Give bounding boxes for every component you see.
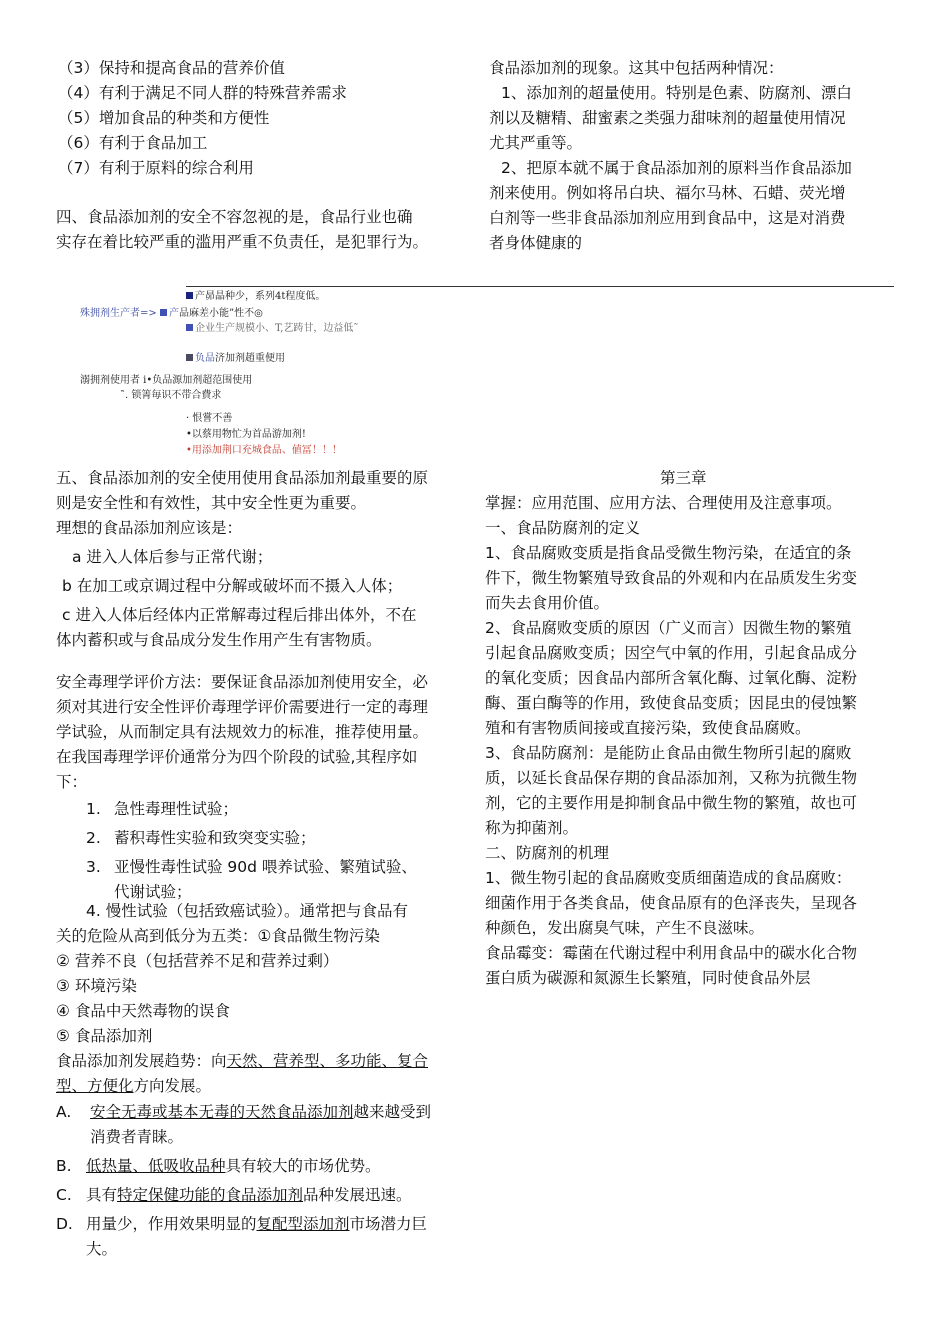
paragraph-line: 殖和有害物质间接或直接污染，致使食品腐败。	[485, 719, 811, 737]
list-item: （7）有利于原料的综合利用	[58, 159, 254, 177]
paragraph-line: 食品添加剂发展趋势：向天然、营养型、多功能、复合	[56, 1052, 429, 1070]
diagram-item: 负品济加剂趙重便用	[186, 352, 285, 365]
paragraph-line: 尤其严重等。	[489, 134, 583, 152]
list-item-continuation: 大。	[86, 1240, 118, 1258]
chapter-title	[660, 466, 707, 491]
diagram-item: •用添加荆口充城食品、値冨！！！	[186, 445, 342, 456]
paragraph-line: 须对其进行安全性评价毒理学评价需要进行一定的毒理	[56, 698, 429, 716]
list-item: 1. 急性毒理性试验；	[86, 800, 239, 818]
diagram-item: · 恨嘗不善	[186, 413, 233, 424]
paragraph-line: 掌握：应用范围、应用方法、合理使用及注意事项。	[485, 494, 842, 512]
square-bullet-icon	[186, 292, 193, 299]
paragraph-line: 种颜色，发出腐臭气味，产生不良滋味。	[485, 919, 765, 937]
chapter-heading: 第三章	[660, 469, 707, 487]
paragraph-line: 食品霉变：霉菌在代谢过程中利用食品中的碳水化合物	[485, 944, 858, 962]
paragraph-line: 而失去食用价值。	[485, 594, 610, 612]
diagram-item: 产品麻差小能”性不◎	[160, 307, 263, 320]
paragraph-line: 1、食品腐败变质是指食品受微生物污染，在适宜的条	[485, 544, 852, 562]
square-bullet-icon	[186, 324, 193, 331]
paragraph-line: 者身体健康的	[489, 234, 583, 252]
section-5-paragraph	[56, 466, 428, 653]
paragraph-line: 件下，微生物繁殖导致食品的外观和内在品质发生劣变	[485, 569, 858, 587]
toxicology-paragraph	[56, 670, 428, 795]
list-item: （4）有利于满足不同人群的特殊营养需求	[58, 84, 347, 102]
square-bullet-icon	[160, 309, 167, 316]
chapter-3-content	[485, 491, 857, 991]
left-top-list	[58, 56, 347, 181]
paragraph-line: 实存在着比较严重的滥用严重不负责任，是犯罪行为。	[56, 233, 429, 251]
list-item: ③ 环境污染	[56, 977, 137, 995]
paragraph-line: 四、食品添加剂的安全不容忽视的是，食品行业也确	[56, 208, 413, 226]
section-heading: 一、食品防腐剂的定义	[485, 519, 641, 537]
paragraph-line: 白剂等一些非食品添加剂应用到食品中，这是对消费	[489, 209, 846, 227]
divider-line	[186, 286, 894, 287]
paragraph-line: c 进入人体后经体内正常解毒过程后排出体外，不在	[62, 606, 417, 624]
list-item: （3）保持和提高食品的营养价值	[58, 59, 285, 77]
list-item: 3. 亚慢性毒性试验 90d 喂养试验、繁殖试验、	[86, 858, 417, 876]
list-item: ⑤ 食品添加剂	[56, 1027, 153, 1045]
paragraph-line: 五、食品添加剂的安全使用使用食品添加剂最重要的原	[56, 469, 429, 487]
paragraph-line: 3、食品防腐剂：是能防止食品由微生物所引起的腐败	[485, 744, 852, 762]
list-item: A. 安全无毒或基本无毒的天然食品添加剂越来越受到	[56, 1103, 432, 1121]
list-item-continuation: 代谢试验；	[114, 883, 192, 901]
trend-list	[56, 1100, 431, 1262]
test-list	[86, 797, 417, 909]
paragraph-line: a 进入人体后参与正常代谢；	[72, 548, 273, 566]
section-heading: 二、防腐剂的机理	[485, 844, 610, 862]
paragraph-line: 关的危险从高到低分为五类：①食品微生物污染	[56, 927, 380, 945]
paragraph-line: 型、方便化方向发展。	[56, 1077, 212, 1095]
paragraph-line: 1、添加剂的超量使用。特别是色素、防腐剂、漂白	[501, 84, 852, 102]
list-item: （5）增加食品的种类和方便性	[58, 109, 270, 127]
paragraph-line: 蛋白质为碳源和氮源生长繁殖，同时使食品外层	[485, 969, 811, 987]
paragraph-line: 在我国毒理学评价通常分为四个阶段的试验,其程序如	[56, 748, 418, 766]
paragraph-line: 理想的食品添加剂应该是：	[56, 519, 243, 537]
list-item: C. 具有特定保健功能的食品添加剂品种发展迅速。	[56, 1186, 412, 1204]
list-item: D. 用量少，作用效果明显的复配型添加剂市场潜力巨	[56, 1215, 428, 1233]
paragraph-line: 的氧化变质；因食品内部所含氧化酶、过氧化酶、淀粉	[485, 669, 858, 687]
paragraph-line: 酶、蛋白酶等的作用，致使食品变质；因昆虫的侵蚀繁	[485, 694, 858, 712]
list-item: B. 低热量、低吸收品种具有较大的市场优势。	[56, 1157, 381, 1175]
paragraph-line: 学试验，从而制定具有法规效力的标准，推荐使用量。	[56, 723, 429, 741]
diagram-item: 企业生产规模小、T,艺踌甘，边益低˜	[186, 322, 358, 335]
paragraph-line: b 在加工或京调过程中分解或破坏而不摄入人体；	[62, 577, 403, 595]
diagram-label: 殊拥剂生产者=>	[80, 308, 157, 319]
paragraph-line: 剂来使用。例如将吊白块、福尔马林、石蜡、荧光增	[489, 184, 846, 202]
paragraph-line: 体内蓄积或与食品成分发生作用产生有害物质。	[56, 631, 382, 649]
paragraph-line: 2、食品腐败变质的原因（广义而言）因微生物的繁殖	[485, 619, 852, 637]
test-4-paragraph	[56, 899, 408, 1049]
paragraph-line: 引起食品腐败变质；因空气中氧的作用，引起食品成分	[485, 644, 858, 662]
paragraph-line: 剂，它的主要作用是抑制食品中微生物的繁殖，故也可	[485, 794, 858, 812]
paragraph-line: 1、微生物引起的食品腐败变质细菌造成的食品腐败：	[485, 869, 852, 887]
paragraph-line: 2、把原本就不属于食品添加剂的原料当作食品添加	[501, 159, 852, 177]
paragraph-line: 下：	[56, 773, 88, 791]
list-item: 2. 蓄积毒性实验和致突变实验；	[86, 829, 316, 847]
paragraph-line: 质，以延长食品保存期的食品添加剂，又称为抗微生物	[485, 769, 858, 787]
paragraph-line: 则是安全性和有效性，其中安全性更为重要。	[56, 494, 367, 512]
trend-paragraph	[56, 1049, 428, 1099]
paragraph-line: 称为抑菌剂。	[485, 819, 579, 837]
right-top-paragraph	[489, 56, 852, 256]
diagram-label: 溺拥剂使用者 i•负品源加剂超范围使用	[80, 375, 253, 386]
section-4-paragraph	[56, 205, 428, 255]
paragraph-line: 细菌作用于各类食品，使食品原有的色泽丧失，呈现各	[485, 894, 858, 912]
square-bullet-icon	[186, 354, 193, 361]
list-item-continuation: 消费者青睐。	[90, 1128, 184, 1146]
diagram-item: 产昴晶种少，系列4t程度低。	[186, 290, 325, 303]
list-item: ④ 食品中天然毒物的误食	[56, 1002, 230, 1020]
paragraph-line: 食品添加剂的现象。这其中包括两种情况：	[489, 59, 784, 77]
paragraph-line: 安全毒理学评价方法：要保证食品添加剂使用安全，必	[56, 673, 429, 691]
diagram-item: ˜. 锁箐毎识不带合費求	[120, 390, 222, 401]
paragraph-line: 剂以及糖精、甜蜜素之类强力甜味剂的超量使用情况	[489, 109, 846, 127]
paragraph-line: 4. 慢性试验（包括致癌试验）。通常把与食品有	[86, 902, 408, 920]
list-item: ② 营养不良（包括营养不足和营养过剩）	[56, 952, 339, 970]
diagram-item: •以蔡用物忙为首品游加剂!	[186, 429, 306, 440]
list-item: （6）有利于食品加工	[58, 134, 208, 152]
